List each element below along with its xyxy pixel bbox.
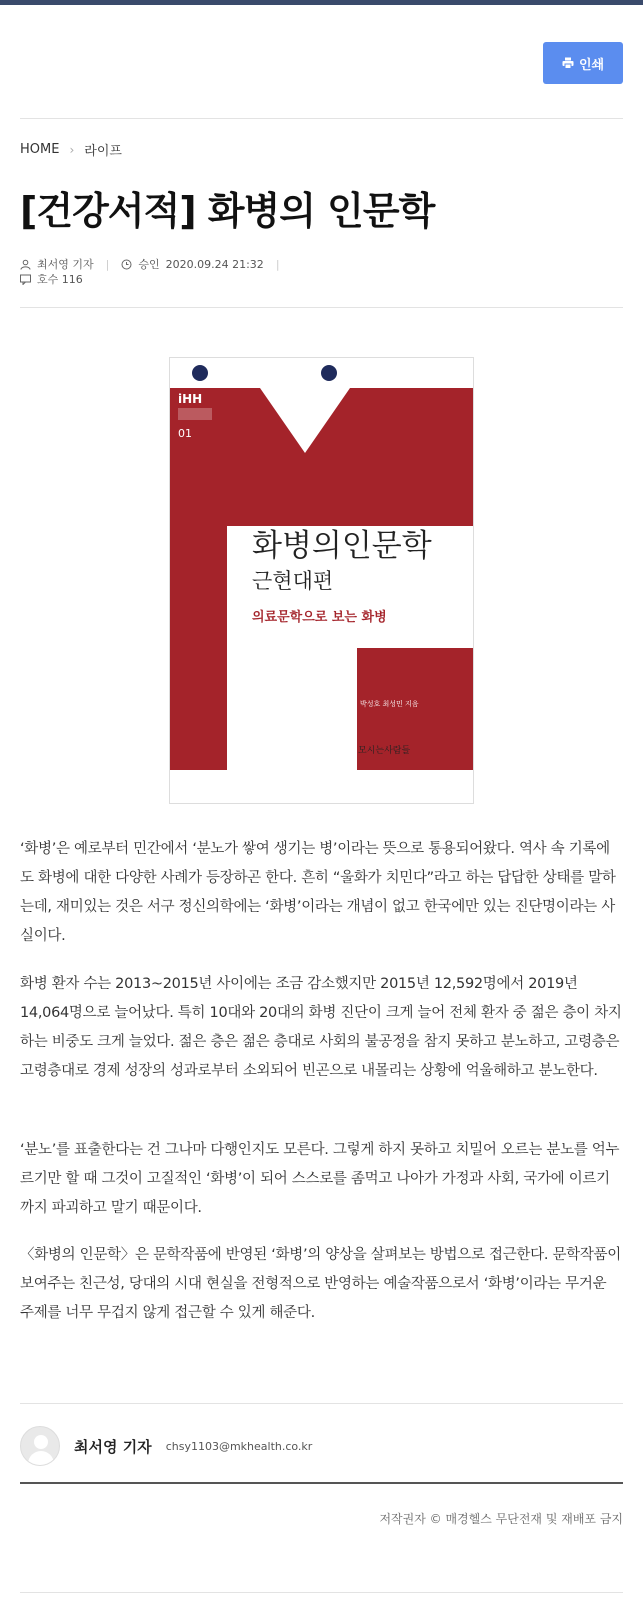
top-accent-bar xyxy=(0,0,643,5)
print-button-label: 인쇄 xyxy=(578,57,605,73)
meta-separator: | xyxy=(275,257,280,271)
copyright-notice: 저작권자 © 매경헬스 무단전재 및 재배포 금지 xyxy=(379,1512,623,1526)
cover-dot xyxy=(321,365,337,381)
avatar xyxy=(20,1426,60,1466)
article-paragraph: ‘분노’를 표출한다는 건 그나마 다행인지도 모른다. 그렇게 하지 못하고 치밀어 오르는 분노를 억누르기만 할 때 그것이 고질적인 ‘화병’이 되어 스스로를 좀먹고 나아가 가정과 사회, 국가에 이르기까지 파괴하고 말기 때문이다. xyxy=(20,1142,620,1216)
cover-m-right xyxy=(410,388,473,526)
author-email[interactable]: chsy1103@mkhealth.co.kr xyxy=(165,1439,313,1453)
book-cover-image xyxy=(169,357,474,804)
cover-dot xyxy=(192,365,208,381)
svg-text:iHH: iHH xyxy=(178,392,203,406)
cover-publisher-logo: 모시는사람들 xyxy=(358,746,411,756)
article-meta-row xyxy=(20,256,286,272)
breadcrumb xyxy=(20,140,122,159)
divider-dark xyxy=(20,1482,623,1484)
article-paragraph: 〈화병의 인문학〉은 문학작품에 반영된 ‘화병’의 양상을 살펴보는 방법으로 접근한다. 문학작품이 보여주는 친근성, 당대의 시대 현실을 전형적으로 반영하는 예술작품으로서 ‘화병’이라는 무거운 주제를 너무 무겁지 않게 접근할 수 있게 해준다. xyxy=(20,1247,621,1321)
article-paragraph: ‘화병’은 예로부터 민간에서 ‘분노가 쌓여 생기는 병’이라는 뜻으로 통용되어왔다. 역사 속 기록에도 화병에 대한 다양한 사례가 등장하곤 한다. 흔히 “울화가 치민다”라고 하는 답답한 상태를 말하는데, 재미있는 것은 서구 정신의학에는 ‘화병’이라는 개념이 없고 한국에만 있는 진단명이라는 사실이다. xyxy=(20,841,616,944)
user-icon xyxy=(20,259,31,270)
breadcrumb-home[interactable]: HOME xyxy=(20,142,60,157)
comment-icon xyxy=(20,274,31,285)
author-box xyxy=(20,1426,312,1466)
breadcrumb-section[interactable]: 라이프 xyxy=(84,144,122,159)
issue-number: 호수 116 xyxy=(37,273,83,286)
approved-label: 승인 xyxy=(138,258,160,271)
cover-m-left xyxy=(170,388,227,625)
author-byline[interactable]: 최서영 기자 xyxy=(37,258,94,271)
cover-subtitle: 근현대편 xyxy=(252,569,334,593)
printer-icon xyxy=(562,57,574,69)
divider xyxy=(20,118,623,119)
cover-series-number: 01 xyxy=(178,427,192,440)
cover-authors: 박성호 최성민 지음 xyxy=(360,700,419,708)
print-button[interactable] xyxy=(543,42,623,84)
article-paragraph: 화병 환자 수는 2013~2015년 사이에는 조금 감소했지만 2015년 12,592명에서 2019년 14,064명으로 늘어났다. 특히 10대와 20대의 화병 진단이 크게 늘어 전체 환자 중 젊은 층이 차지하는 비중도 크게 늘었다. 젊은 층은 젊은 층대로 사회의 불공정을 참지 못하고 분노하고, 고령층은 고령층대로 경제 성장의 성과로부터 소외되어 빈곤으로 내몰리는 상황에 억울해하고 분노한다. xyxy=(20,976,622,1079)
article-meta-row-2 xyxy=(20,271,83,287)
approved-date: 2020.09.24 21:32 xyxy=(165,257,264,271)
cover-tagline: 의료문학으로 보는 화병 xyxy=(252,610,387,625)
clock-icon xyxy=(121,259,132,270)
divider xyxy=(20,1403,623,1404)
author-name[interactable]: 최서영 기자 xyxy=(74,1437,152,1456)
chevron-right-icon: › xyxy=(69,142,75,157)
divider xyxy=(20,1592,623,1593)
divider xyxy=(20,307,623,308)
cover-title: 화병의인문학 xyxy=(252,528,432,564)
meta-separator: | xyxy=(105,257,110,271)
page-title: [건강서적] 화병의 인문학 xyxy=(20,189,435,233)
